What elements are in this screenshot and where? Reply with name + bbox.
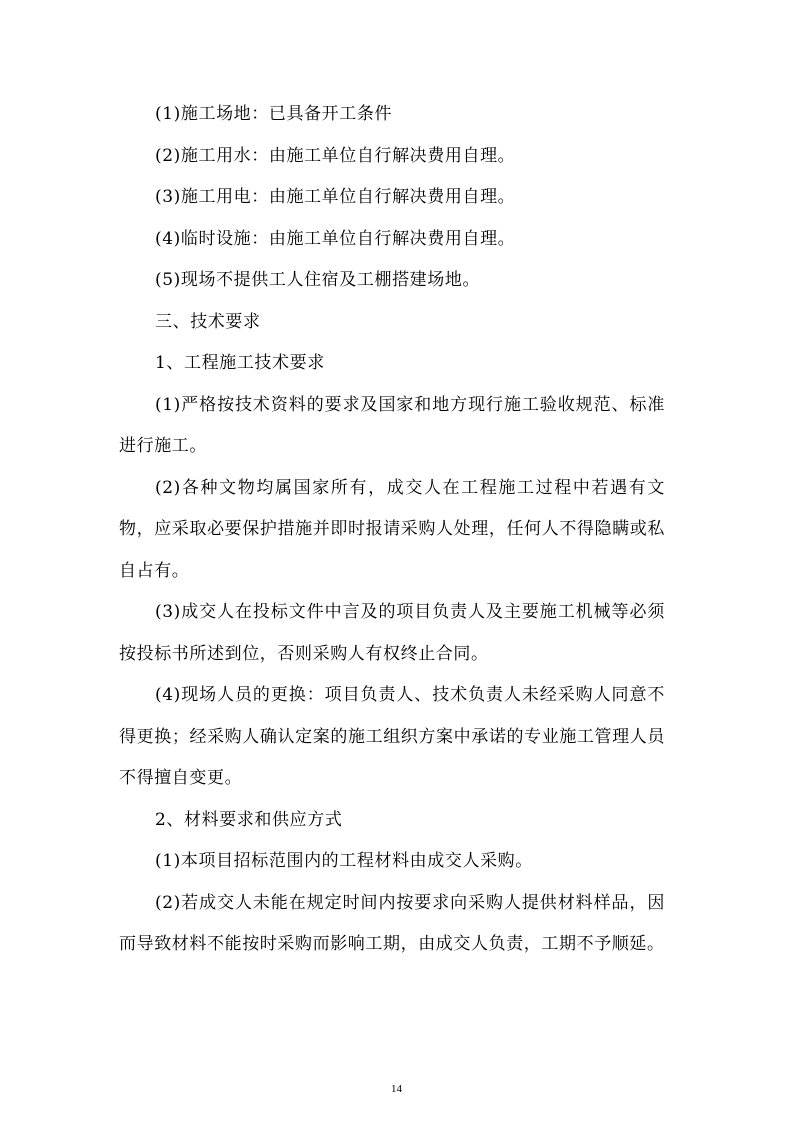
paragraph-site: (1)施工场地：已具备开工条件 (155, 104, 393, 124)
page-number: 14 (391, 1083, 402, 1095)
paragraph-water: (2)施工用水：由施工单位自行解决费用自理。 (155, 145, 516, 166)
section-heading-technical-requirements: 三、技术要求 (155, 311, 261, 332)
paragraph-standards: (1)严格按技术资料的要求及国家和地方现行施工验收规范、标准进行施工。 (119, 394, 665, 456)
document-body (119, 94, 665, 966)
paragraph-temporary-facilities: (4)临时设施：由施工单位自行解决费用自理。 (155, 228, 516, 249)
paragraph-personnel-replacement: (4)现场人员的更换：项目负责人、技术负责人未经采购人同意不得更换；经采购人确认定案的施工组织方案中承诺的专业施工管理人员不得擅自变更。 (119, 685, 665, 788)
subsection-heading-materials: 2、材料要求和供应方式 (155, 809, 343, 830)
subsection-heading-construction-technique: 1、工程施工技术要求 (155, 353, 325, 373)
paragraph-electricity: (3)施工用电：由施工单位自行解决费用自理。 (155, 187, 516, 207)
paragraph-material-procurement: (1)本项目招标范围内的工程材料由成交人采购。 (155, 851, 533, 871)
paragraph-cultural-relics: (2)各种文物均属国家所有，成交人在工程施工过程中若遇有文物，应采取必要保护措施并即时报请采购人处理，任何人不得隐瞒或私自占有。 (119, 477, 665, 581)
paragraph-material-samples: (2)若成交人未能在规定时间内按要求向采购人提供材料样品，因而导致材料不能按时采购而影响工期，由成交人负责，工期不予顺延。 (119, 892, 665, 954)
paragraph-accommodation: (5)现场不提供工人住宿及工棚搭建场地。 (155, 270, 481, 290)
paragraph-personnel-equipment: (3)成交人在投标文件中言及的项目负责人及主要施工机械等必须按投标书所述到位，否则采购人有权终止合同。 (119, 602, 665, 664)
